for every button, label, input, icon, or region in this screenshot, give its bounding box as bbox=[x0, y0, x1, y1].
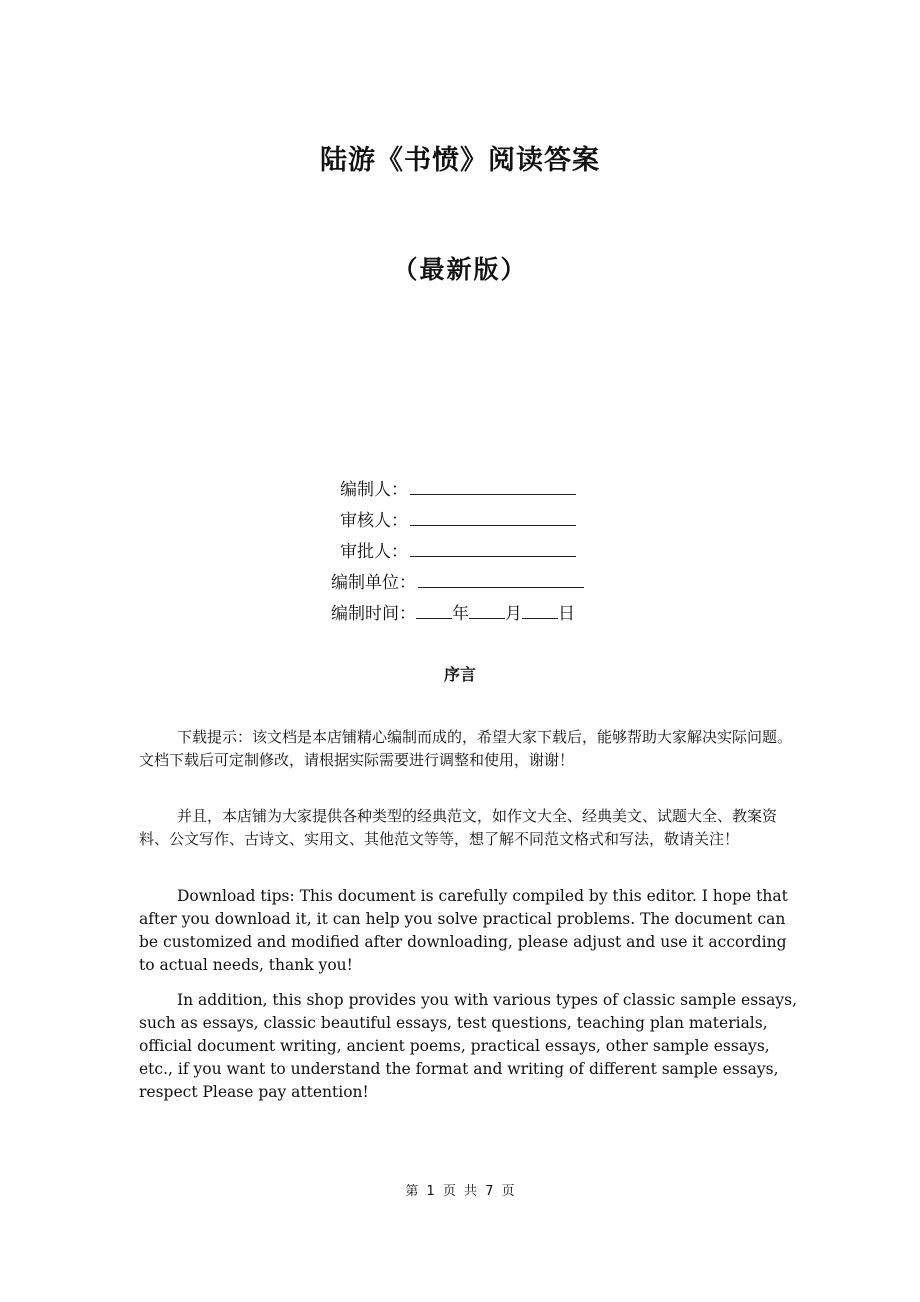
unit-field bbox=[331, 569, 584, 594]
paragraph-download-tip-en: Download tips: This document is carefully compiled by this editor. I hope that after you download it, it can help you solve practical problems. The document can be customized and modified after downloading, please adjust and use it according to actual needs, thank you! bbox=[139, 887, 788, 974]
year-label: 年 bbox=[452, 604, 469, 624]
reviewer-label: 审核人： bbox=[340, 511, 408, 531]
paragraph-shop-intro-cn: 并且，本店铺为大家提供各种类型的经典范文，如作文大全、经典美文、试题大全、教案资料、公文写作、古诗文、实用文、其他范文等等，想了解不同范文格式和写法，敬请关注！ bbox=[139, 807, 778, 848]
time-label: 编制时间： bbox=[331, 604, 416, 624]
paragraph-shop-intro-en: In addition, this shop provides you with various types of classic sample essays, such as essays, classic beautiful essays, test questions, teaching plan materials, official document writing, ancient poems, practical essays, other sample essays, etc., if you want to understand the format and writing of different sample essays, respect Please pay attention! bbox=[139, 991, 798, 1101]
approver-blank bbox=[410, 538, 576, 557]
document-title: 陆游《书愤》阅读答案 bbox=[320, 145, 600, 176]
year-blank bbox=[416, 600, 452, 619]
month-label: 月 bbox=[505, 604, 522, 624]
unit-blank bbox=[418, 569, 584, 588]
compiler-field bbox=[340, 476, 576, 501]
unit-label: 编制单位： bbox=[331, 573, 416, 593]
approver-field bbox=[340, 538, 576, 563]
paragraph-download-tip-cn: 下载提示：该文档是本店铺精心编制而成的，希望大家下载后，能够帮助大家解决实际问题。文档下载后可定制修改，请根据实际需要进行调整和使用，谢谢！ bbox=[139, 728, 793, 769]
day-label: 日 bbox=[558, 604, 575, 624]
preface-heading: 序言 bbox=[443, 665, 476, 684]
compiler-label: 编制人： bbox=[340, 480, 408, 500]
time-field bbox=[331, 600, 575, 625]
reviewer-field bbox=[340, 507, 576, 532]
month-blank bbox=[469, 600, 505, 619]
page-number: 第 1 页 共 7 页 bbox=[405, 1184, 515, 1199]
compiler-blank bbox=[410, 476, 576, 495]
reviewer-blank bbox=[410, 507, 576, 526]
approver-label: 审批人： bbox=[340, 542, 408, 562]
document-subtitle: （最新版） bbox=[392, 255, 528, 284]
day-blank bbox=[522, 600, 558, 619]
